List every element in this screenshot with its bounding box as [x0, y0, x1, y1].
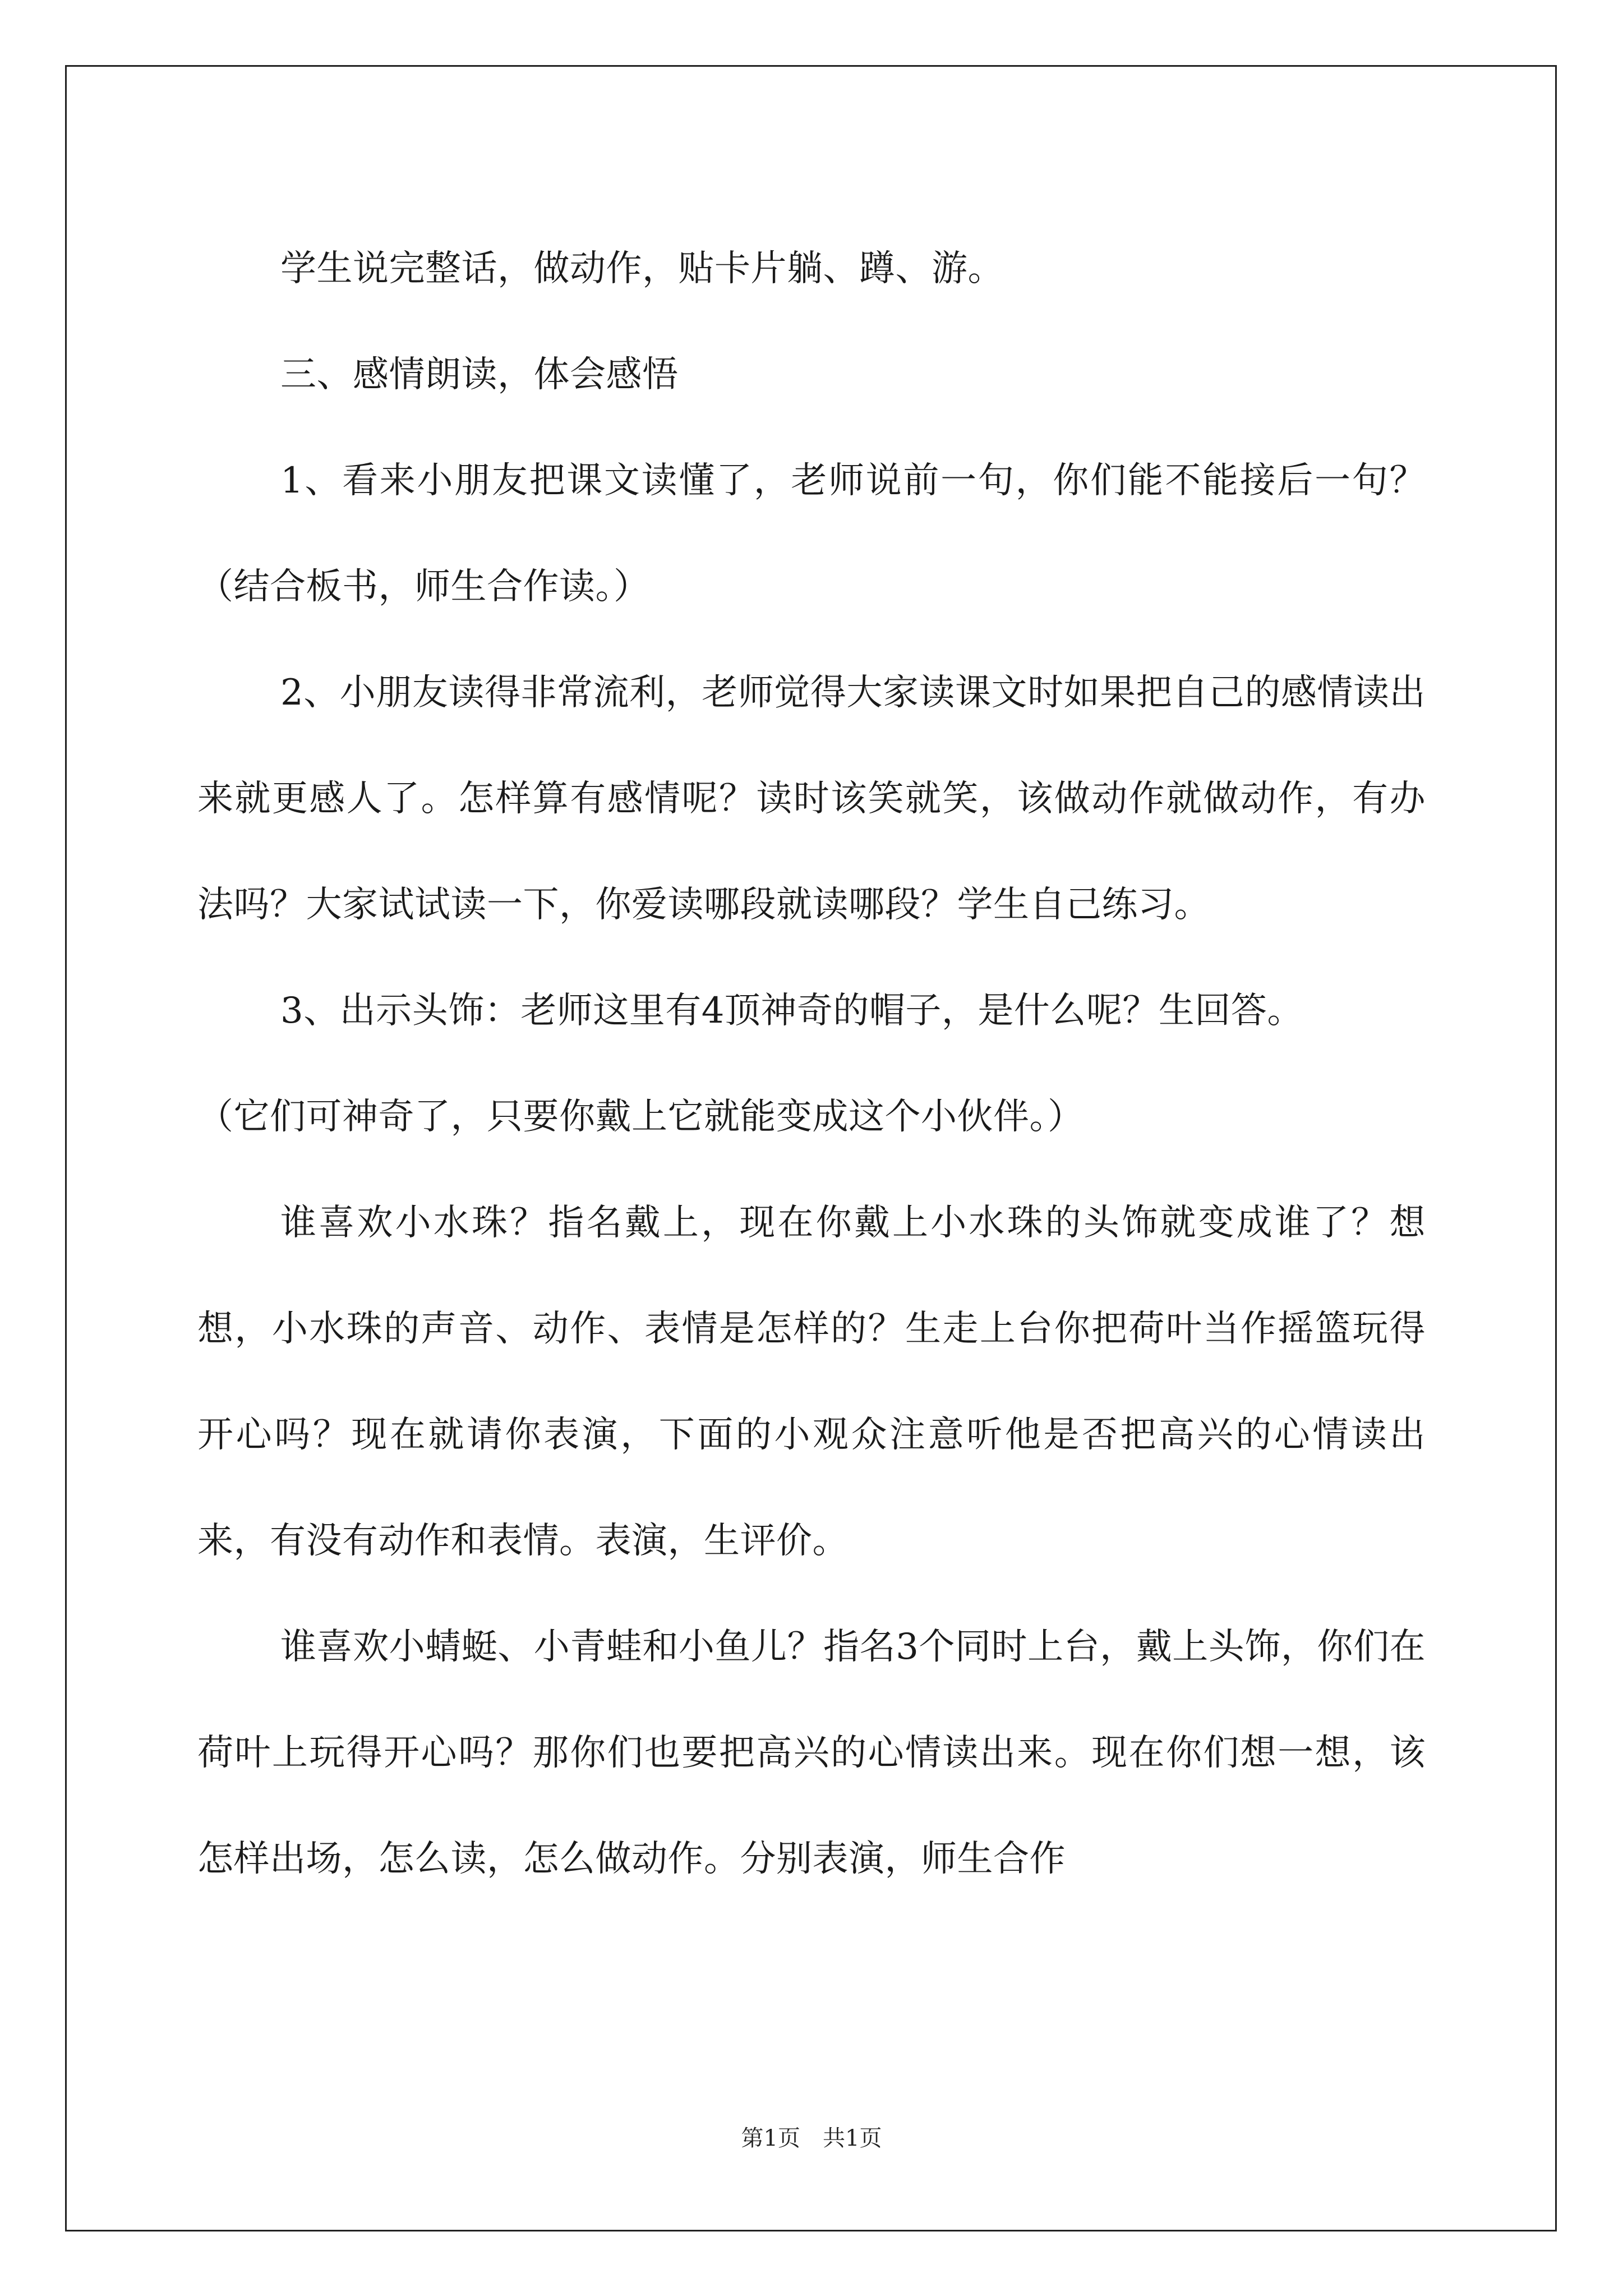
paragraph-2: 1、看来小朋友把课文读懂了，老师说前一句，你们能不能接后一句？（结合板书，师生合作读。） — [197, 460, 1426, 608]
paragraph-3: 2、小朋友读得非常流利，老师觉得大家读课文时如果把自己的感情读出来就更感人了。怎样算有感情呢？读时该笑就笑，该做动作就做动作，有办法吗？大家试试读一下，你爱读哪段就读哪段？学生自己练习。 — [197, 672, 1426, 926]
document-body — [197, 216, 1426, 1912]
paragraph-7: 谁喜欢小蜻蜓、小青蛙和小鱼儿？指名3个同时上台，戴上头饰，你们在荷叶上玩得开心吗？那你们也要把高兴的心情读出来。现在你们想一想，该怎样出场，怎么读，怎么做动作。分别表演，师生合作 — [197, 1626, 1426, 1880]
page-number-footer: 第1页 共1页 — [741, 2125, 882, 2151]
section-heading: 三、感情朗读，体会感悟 — [280, 354, 679, 395]
paragraph-4: 3、出示头饰：老师这里有4顶神奇的帽子，是什么呢？生回答。 — [280, 990, 1303, 1032]
paragraph-6: 谁喜欢小水珠？指名戴上，现在你戴上小水珠的头饰就变成谁了？想想，小水珠的声音、动作、表情是怎样的？生走上台你把荷叶当作摇篮玩得开心吗？现在就请你表演，下面的小观众注意听他是否把高兴的心情读出来，有没有动作和表情。表演，生评价。 — [197, 1202, 1426, 1562]
paragraph-1: 学生说完整话，做动作，贴卡片躺、蹲、游。 — [280, 248, 1004, 289]
paragraph-5: （它们可神奇了，只要你戴上它就能变成这个小伙伴。） — [197, 1096, 1084, 1138]
